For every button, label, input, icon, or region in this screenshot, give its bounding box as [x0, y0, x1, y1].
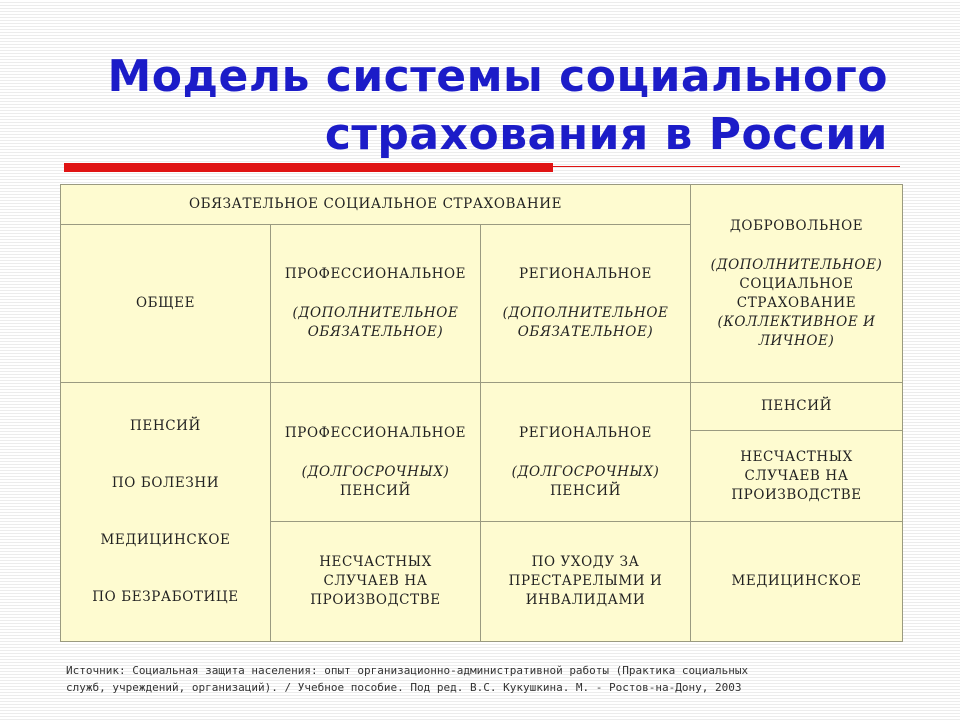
source-line-2: служб, учреждений, организаций). / Учебное пособие. Под ред. В.С. Кукушкина. М. - Ростов-на-Дону, 2003: [66, 681, 742, 694]
regional-pensions-sub-2: ПЕНСИЙ: [550, 482, 621, 499]
voluntary-line-3: СОЦИАЛЬНОЕ: [739, 275, 854, 292]
obligatory-insurance-header: ОБЯЗАТЕЛЬНОЕ СОЦИАЛЬНОЕ СТРАХОВАНИЕ: [61, 185, 691, 225]
professional-pensions-name: ПРОФЕССИОНАЛЬНОЕ: [284, 424, 467, 441]
regional-sub-2: ОБЯЗАТЕЛЬНОЕ): [517, 324, 654, 340]
regional-name: РЕГИОНАЛЬНОЕ: [519, 266, 652, 282]
general-insurance-cell: ОБЩЕЕ: [61, 225, 271, 383]
title-underline-thin: [553, 166, 900, 167]
professional-insurance-cell: [271, 225, 481, 383]
source-line-1: Источник: Социальная защита населения: опыт организационно-административной работы (Практика социальных: [66, 664, 749, 677]
general-type-pensions: ПЕНСИЙ: [130, 418, 201, 434]
insurance-model-table: [60, 184, 903, 642]
professional-sub-1: (ДОПОЛНИТЕЛЬНОЕ: [292, 305, 459, 321]
voluntary-line-2: (ДОПОЛНИТЕЛЬНОЕ): [710, 256, 883, 273]
voluntary-insurance-cell: [691, 185, 903, 383]
regional-care-cell: ПО УХОДУ ЗА ПРЕСТАРЕЛЫМИ И ИНВАЛИДАМИ: [481, 522, 691, 642]
voluntary-line-5: (КОЛЛЕКТИВНОЕ И: [717, 313, 876, 330]
voluntary-pensions-cell: ПЕНСИЙ: [691, 383, 903, 431]
regional-insurance-cell: [481, 225, 691, 383]
professional-sub-2: ОБЯЗАТЕЛЬНОЕ): [307, 324, 444, 340]
general-type-sickness: ПО БОЛЕЗНИ: [111, 475, 220, 491]
general-type-medical: МЕДИЦИНСКОЕ: [100, 532, 231, 548]
title-line-1: Модель системы социального: [107, 51, 888, 102]
regional-pensions-sub: (ДОЛГОСРОЧНЫХ): [511, 463, 660, 480]
professional-pensions-sub-2: ПЕНСИЙ: [340, 482, 411, 499]
general-insurance-types-cell: [61, 383, 271, 642]
source-citation: [66, 662, 896, 696]
regional-pensions-name: РЕГИОНАЛЬНОЕ: [519, 424, 652, 441]
voluntary-line-4: СТРАХОВАНИЕ: [736, 294, 857, 311]
voluntary-line-1: ДОБРОВОЛЬНОЕ: [729, 217, 864, 234]
voluntary-accidents-cell: НЕСЧАСТНЫХ СЛУЧАЕВ НА ПРОИЗВОДСТВЕ: [691, 431, 903, 522]
title-line-2: страхования в России: [324, 109, 888, 160]
voluntary-line-6: ЛИЧНОЕ): [758, 332, 835, 349]
professional-pensions-cell: [271, 383, 481, 522]
title-underline-thick: [64, 163, 553, 172]
professional-pensions-sub: (ДОЛГОСРОЧНЫХ): [301, 463, 450, 480]
professional-name: ПРОФЕССИОНАЛЬНОЕ: [284, 266, 467, 282]
regional-pensions-cell: [481, 383, 691, 522]
voluntary-medical-cell: МЕДИЦИНСКОЕ: [691, 522, 903, 642]
professional-accidents-cell: НЕСЧАСТНЫХ СЛУЧАЕВ НА ПРОИЗВОДСТВЕ: [271, 522, 481, 642]
general-type-unemployment: ПО БЕЗРАБОТИЦЕ: [92, 589, 239, 605]
regional-sub-1: (ДОПОЛНИТЕЛЬНОЕ: [502, 305, 669, 321]
slide-title: [68, 48, 888, 164]
